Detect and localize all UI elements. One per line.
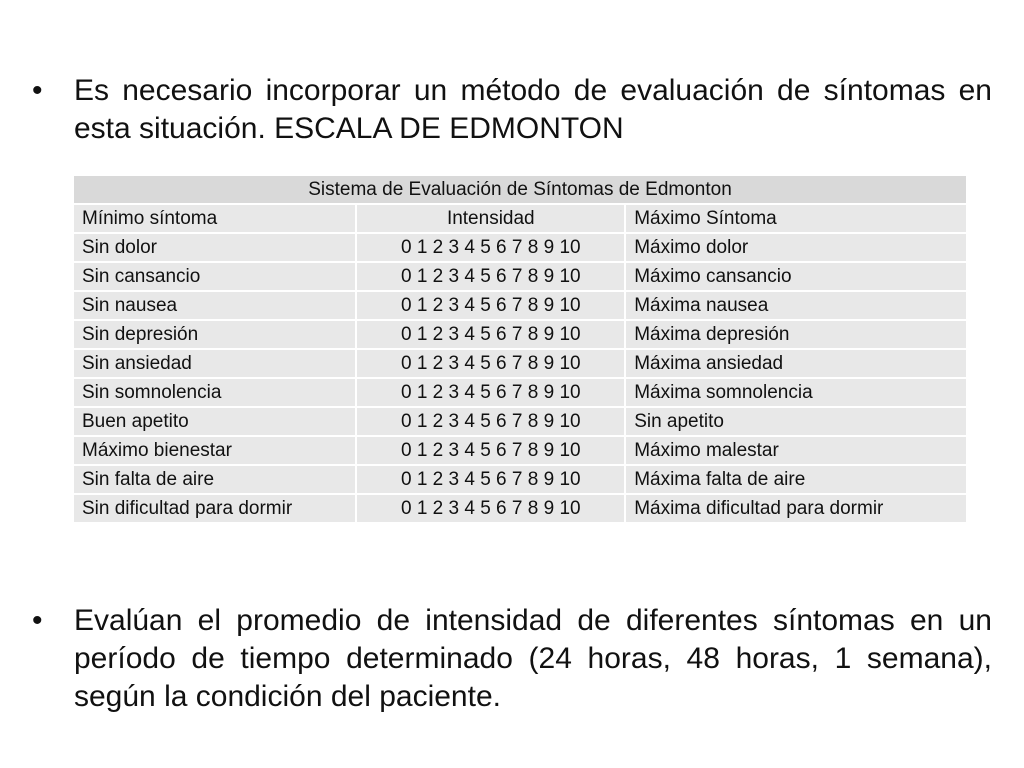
table-row	[74, 292, 966, 319]
cell-intensity-scale: 0 1 2 3 4 5 6 7 8 9 10	[357, 437, 624, 464]
cell-minimum-symptom: Sin dolor	[74, 234, 355, 261]
cell-minimum-symptom: Sin cansancio	[74, 263, 355, 290]
bullet-item	[32, 72, 992, 148]
cell-intensity-scale: 0 1 2 3 4 5 6 7 8 9 10	[357, 292, 624, 319]
edmonton-table-wrapper	[72, 174, 968, 524]
cell-maximum-symptom: Máxima dificultad para dormir	[626, 495, 966, 522]
cell-intensity-scale: 0 1 2 3 4 5 6 7 8 9 10	[357, 379, 624, 406]
cell-intensity-scale: 0 1 2 3 4 5 6 7 8 9 10	[357, 495, 624, 522]
table-row	[74, 408, 966, 435]
column-header-max: Máximo Síntoma	[626, 205, 966, 232]
cell-minimum-symptom: Sin falta de aire	[74, 466, 355, 493]
cell-minimum-symptom: Máximo bienestar	[74, 437, 355, 464]
table-row	[74, 437, 966, 464]
table-title: Sistema de Evaluación de Síntomas de Edmonton	[74, 176, 966, 203]
bullet-marker: •	[32, 74, 43, 107]
cell-minimum-symptom: Sin depresión	[74, 321, 355, 348]
cell-maximum-symptom: Máximo malestar	[626, 437, 966, 464]
table-row	[74, 263, 966, 290]
cell-maximum-symptom: Máximo cansancio	[626, 263, 966, 290]
cell-maximum-symptom: Máxima somnolencia	[626, 379, 966, 406]
cell-minimum-symptom: Sin ansiedad	[74, 350, 355, 377]
bullet-item	[32, 602, 992, 716]
cell-intensity-scale: 0 1 2 3 4 5 6 7 8 9 10	[357, 263, 624, 290]
table-header-row	[74, 205, 966, 232]
cell-maximum-symptom: Máxima depresión	[626, 321, 966, 348]
table-row	[74, 495, 966, 522]
cell-intensity-scale: 0 1 2 3 4 5 6 7 8 9 10	[357, 350, 624, 377]
cell-intensity-scale: 0 1 2 3 4 5 6 7 8 9 10	[357, 234, 624, 261]
column-header-intensity: Intensidad	[357, 205, 624, 232]
cell-maximum-symptom: Sin apetito	[626, 408, 966, 435]
bullet-marker: •	[32, 604, 43, 637]
cell-maximum-symptom: Máxima nausea	[626, 292, 966, 319]
table-row	[74, 321, 966, 348]
cell-intensity-scale: 0 1 2 3 4 5 6 7 8 9 10	[357, 408, 624, 435]
cell-maximum-symptom: Máxima ansiedad	[626, 350, 966, 377]
cell-minimum-symptom: Sin nausea	[74, 292, 355, 319]
table-row	[74, 379, 966, 406]
column-header-min: Mínimo síntoma	[74, 205, 355, 232]
cell-intensity-scale: 0 1 2 3 4 5 6 7 8 9 10	[357, 321, 624, 348]
cell-intensity-scale: 0 1 2 3 4 5 6 7 8 9 10	[357, 466, 624, 493]
table-row	[74, 466, 966, 493]
table-row	[74, 234, 966, 261]
table-row	[74, 350, 966, 377]
bullet-text: Evalúan el promedio de intensidad de diferentes síntomas en un período de tiempo determinado (24 horas, 48 horas, 1 semana), según la condición del paciente.	[74, 604, 992, 713]
bullet-text: Es necesario incorporar un método de evaluación de síntomas en esta situación. ESCALA DE EDMONTON	[74, 74, 992, 145]
edmonton-scale-table	[72, 174, 968, 524]
cell-maximum-symptom: Máxima falta de aire	[626, 466, 966, 493]
cell-minimum-symptom: Buen apetito	[74, 408, 355, 435]
cell-maximum-symptom: Máximo dolor	[626, 234, 966, 261]
cell-minimum-symptom: Sin dificultad para dormir	[74, 495, 355, 522]
cell-minimum-symptom: Sin somnolencia	[74, 379, 355, 406]
